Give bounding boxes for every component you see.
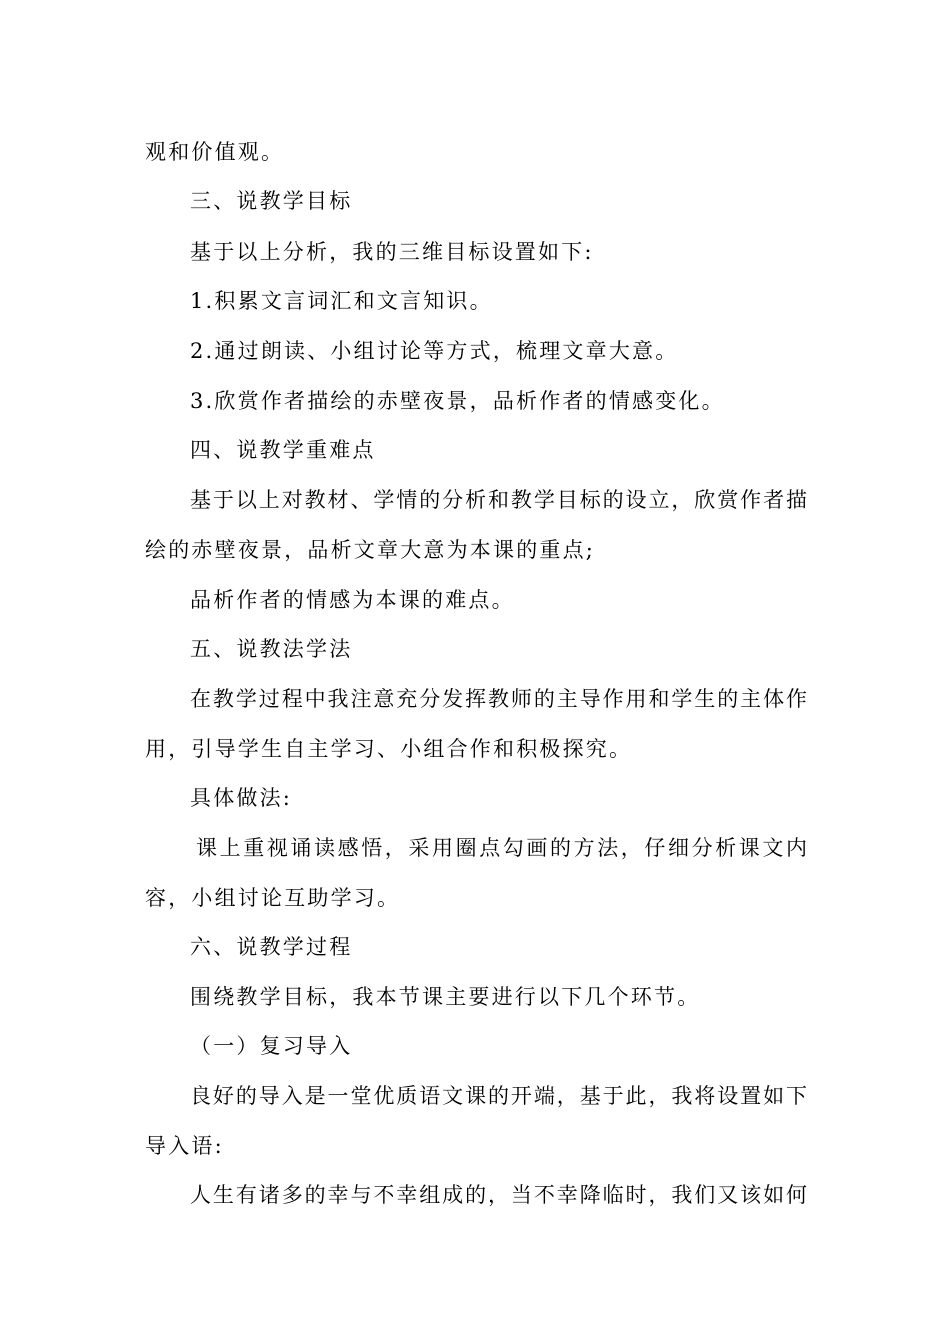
text-line: 绘的赤壁夜景，品析文章大意为本课的重点; <box>145 538 596 562</box>
text-line: 容，小组讨论互助学习。 <box>145 886 401 910</box>
subsection-heading: （一）复习导入 <box>190 1034 353 1058</box>
text-line: 品析作者的情感为本课的难点。 <box>190 588 515 612</box>
text-line: 良好的导入是一堂优质语文课的开端，基于此，我将设置如下 <box>190 1084 807 1108</box>
text-line: 在教学过程中我注意充分发挥教师的主导作用和学生的主体作 <box>190 687 807 711</box>
section-heading: 五、说教法学法 <box>190 637 353 661</box>
text-line: 用，引导学生自主学习、小组合作和积极探究。 <box>145 737 633 761</box>
list-item: 2.通过朗读、小组讨论等方式，梳理文章大意。 <box>190 339 679 363</box>
text-line: 导入语: <box>145 1134 224 1158</box>
text-line: 基于以上对教材、学情的分析和教学目标的设立，欣赏作者描 <box>190 488 807 512</box>
text-line: 基于以上分析，我的三维目标设置如下: <box>190 240 594 264</box>
text-line: 人生有诸多的幸与不幸组成的，当不幸降临时，我们又该如何 <box>190 1183 807 1207</box>
section-heading: 六、说教学过程 <box>190 935 353 959</box>
list-item: 1.积累文言词汇和文言知识。 <box>190 289 493 313</box>
text-line: 观和价值观。 <box>145 140 285 164</box>
section-heading: 四、说教学重难点 <box>190 438 376 462</box>
text-line: 具体做法: <box>190 786 293 810</box>
text-line: 围绕教学目标，我本节课主要进行以下几个环节。 <box>190 985 701 1009</box>
section-heading: 三、说教学目标 <box>190 189 353 213</box>
text-line: 课上重视诵读感悟，采用圈点勾画的方法，仔细分析课文内 <box>196 836 807 860</box>
list-item: 3.欣赏作者描绘的赤壁夜景，品析作者的情感变化。 <box>190 389 725 413</box>
